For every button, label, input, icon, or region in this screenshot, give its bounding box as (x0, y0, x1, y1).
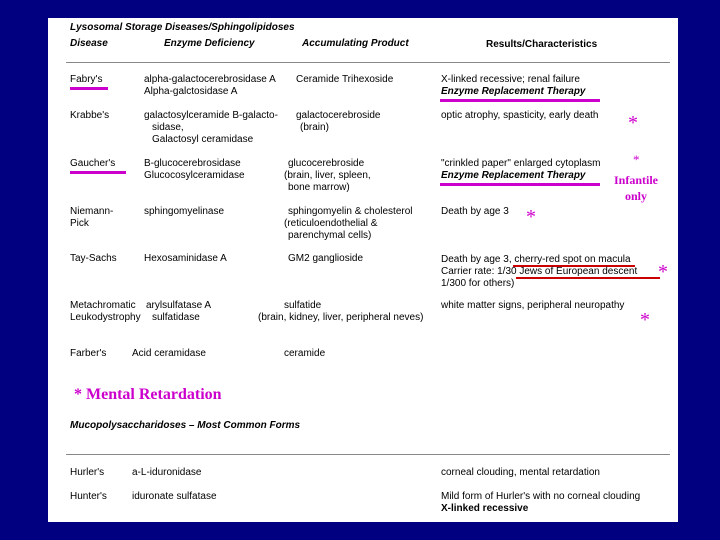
taysachs-product-1: GM2 ganglioside (288, 253, 364, 264)
metachromatic-enzyme-1: arylsulfatase A (146, 300, 212, 311)
gaucher-result-1: "crinkled paper" enlarged cytoplasm (441, 158, 601, 169)
farber-product-1: ceramide (284, 348, 326, 359)
divider (66, 62, 670, 63)
niemann-product-1: sphingomyelin & cholesterol (288, 206, 413, 217)
infantile-only-note (606, 172, 666, 204)
fabry-result-1: X-linked recessive; renal failure (441, 74, 580, 85)
fabry-result-2: Enzyme Replacement Therapy (441, 86, 586, 97)
gaucher-product-3: bone marrow) (288, 182, 350, 193)
hunter-enzyme: iduronate sulfatase (132, 491, 217, 502)
niemann-product-2: (reticuloendothelial & (284, 218, 378, 229)
fabry-disease: Fabry's (70, 74, 103, 85)
header-results: Results/Characteristics (486, 39, 598, 50)
niemann-product-3: parenchymal cells) (288, 230, 372, 241)
gaucher-underline (70, 171, 126, 174)
header-disease: Disease (70, 38, 108, 49)
gaucher-result-2: Enzyme Replacement Therapy (441, 170, 586, 181)
mental-retardation-asterisk-taysachs: * (658, 261, 668, 283)
krabbe-product-2: (brain) (300, 122, 329, 133)
gaucher-product-2: (brain, liver, spleen, (284, 170, 371, 181)
gaucher-therapy-underline (440, 183, 600, 186)
hurler-result: corneal clouding, mental retardation (441, 467, 600, 478)
hunter-result-1: Mild form of Hurler's with no corneal clouding (441, 491, 641, 502)
krabbe-enzyme-1: galactosylceramide B-galacto- (144, 110, 278, 121)
fabry-enzyme-1: alpha-galactocerebrosidase A (144, 74, 276, 85)
infantile-note-line-2: only (624, 189, 647, 203)
gaucher-enzyme-2: Glucocosylceramidase (144, 170, 245, 181)
krabbe-disease: Krabbe's (70, 110, 110, 121)
carrier-rate-underline (516, 277, 660, 279)
krabbe-enzyme-2: sidase, (152, 122, 184, 133)
gaucher-disease: Gaucher's (70, 158, 116, 169)
mps-section-title: Mucopolysaccharidoses – Most Common Forms (70, 420, 301, 431)
mental-retardation-asterisk-gaucher: * (633, 152, 640, 167)
fabry-therapy-underline (440, 99, 600, 102)
fabry-underline (70, 87, 108, 90)
mental-retardation-asterisk-metachromatic: * (640, 309, 650, 331)
header-product: Accumulating Product (302, 38, 409, 49)
krabbe-result-1: optic atrophy, spasticity, early death (441, 110, 599, 121)
metachromatic-enzyme-2: sulfatidase (152, 312, 200, 323)
niemann-result-1: Death by age 3 (441, 206, 509, 217)
metachromatic-disease-2: Leukodystrophy (70, 312, 141, 323)
metachromatic-disease-1: Metachromatic (70, 300, 136, 311)
taysachs-result-1: Death by age 3, cherry-red spot on macula (441, 254, 631, 265)
fabry-enzyme-2: Alpha-galctosidase A (144, 86, 238, 97)
taysachs-disease: Tay-Sachs (70, 253, 117, 264)
krabbe-product-1: galactocerebroside (296, 110, 381, 121)
metachromatic-product-1: sulfatide (284, 300, 322, 311)
hurler-disease: Hurler's (70, 467, 105, 478)
niemann-disease-2: Pick (70, 218, 89, 229)
krabbe-enzyme-3: Galactosyl ceramidase (152, 134, 254, 145)
gaucher-enzyme-1: B-glucocerebrosidase (144, 158, 241, 169)
mental-retardation-asterisk-krabbe: * (628, 112, 638, 134)
hunter-disease: Hunter's (70, 491, 107, 502)
hurler-enzyme: a-L-iduronidase (132, 467, 202, 478)
header-enzyme: Enzyme Deficiency (164, 38, 255, 49)
niemann-disease-1: Niemann- (70, 206, 114, 217)
metachromatic-product-2: (brain, kidney, liver, peripheral neves) (258, 312, 424, 323)
infantile-note-line-1: Infantile (613, 173, 658, 187)
gaucher-product-1: glucocerebroside (288, 158, 365, 169)
taysachs-result-2: Carrier rate: 1/30 Jews of European descent (441, 266, 638, 277)
metachromatic-result-1: white matter signs, peripheral neuropathy (441, 300, 625, 311)
niemann-enzyme-1: sphingomyelinase (144, 206, 225, 217)
taysachs-enzyme-1: Hexosaminidase A (144, 253, 227, 264)
farber-enzyme-1: Acid ceramidase (132, 348, 206, 359)
taysachs-result-3: 1/300 for others) (441, 278, 515, 289)
section-title: Lysosomal Storage Diseases/Sphingolipidoses (70, 22, 295, 33)
mental-retardation-legend: * Mental Retardation (74, 386, 222, 403)
mental-retardation-asterisk-niemann: * (526, 206, 536, 228)
hunter-result-2: X-linked recessive (441, 503, 529, 514)
fabry-product: Ceramide Trihexoside (296, 74, 394, 85)
divider (66, 454, 670, 455)
farber-disease: Farber's (70, 348, 107, 359)
slide-page (48, 18, 678, 522)
